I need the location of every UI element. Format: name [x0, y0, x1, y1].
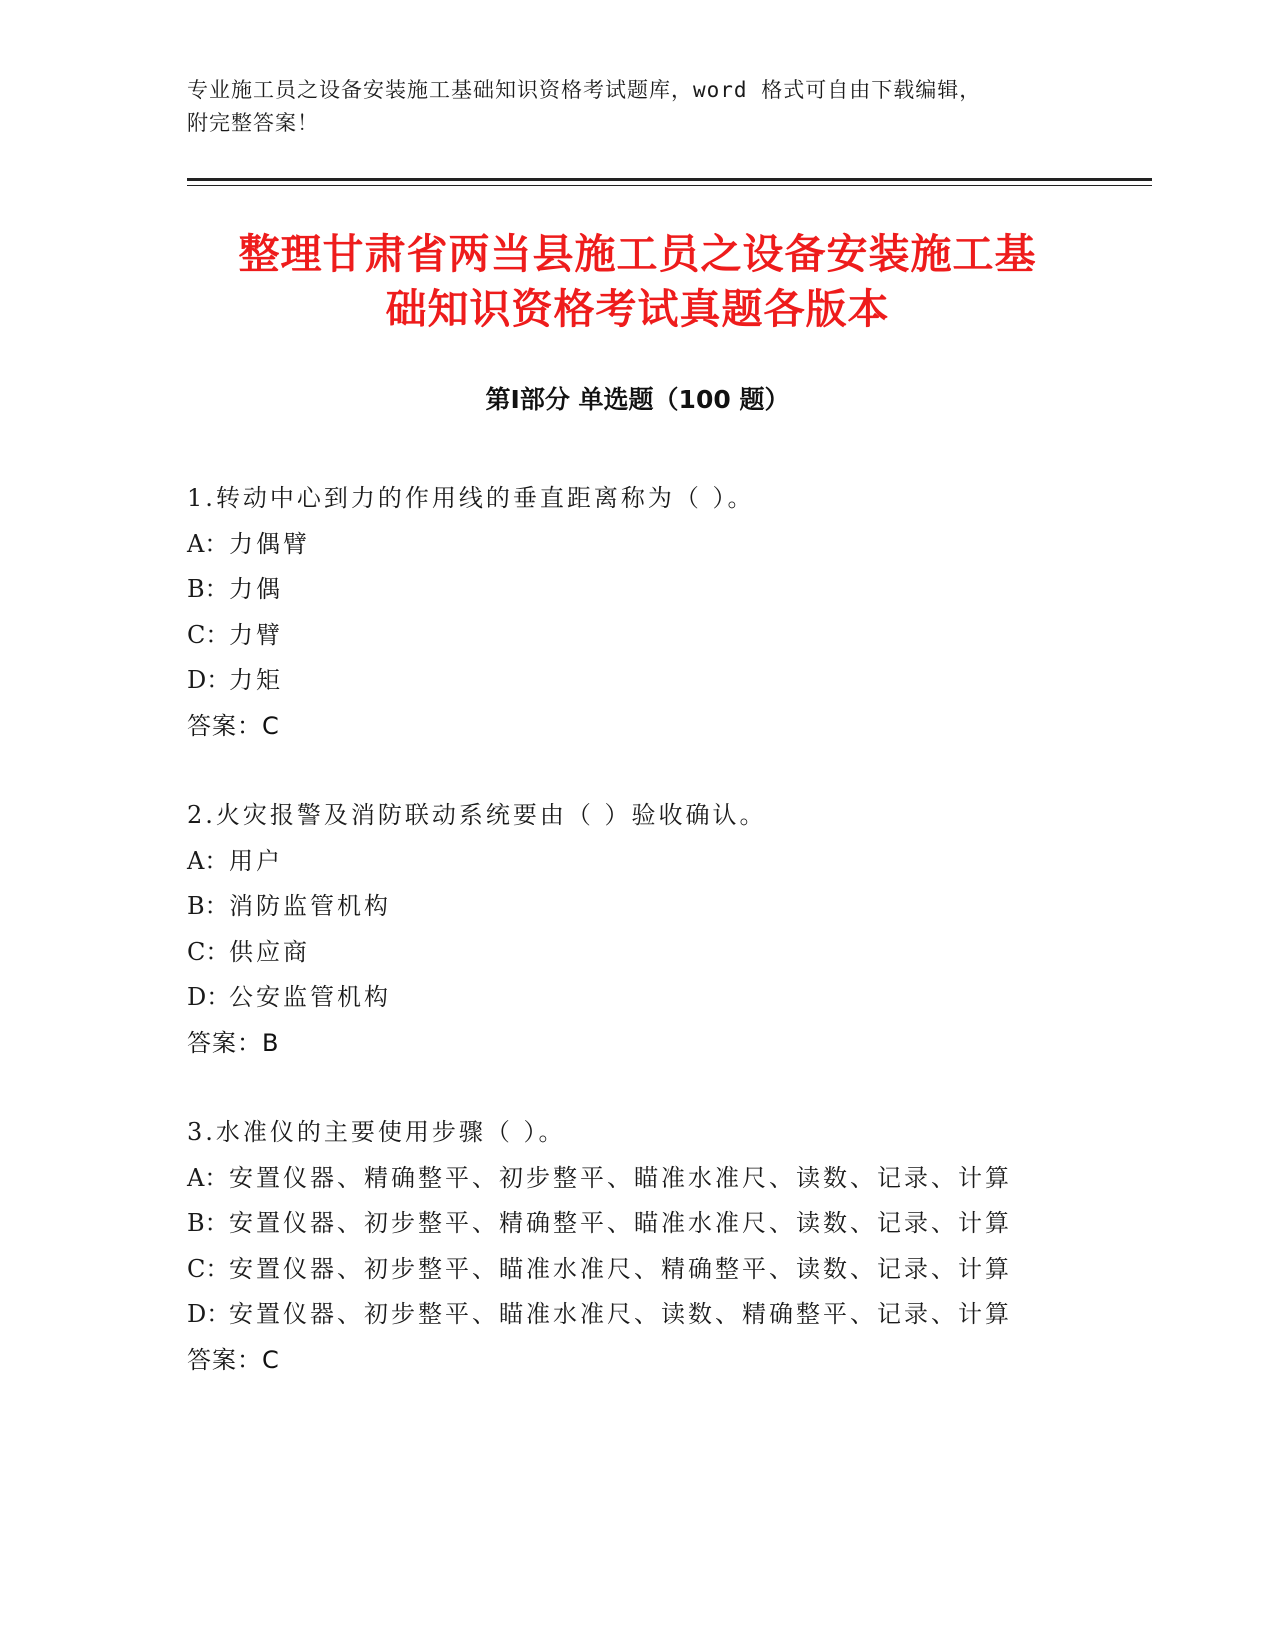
question-3: [187, 1110, 1147, 1383]
option-text: 消防监管机构: [229, 892, 391, 920]
document-title: [150, 227, 1125, 337]
option-text: 安置仪器、初步整平、瞄准水准尺、读数、精确整平、记录、计算: [229, 1300, 1012, 1328]
option-letter: D：: [187, 666, 231, 694]
option-letter: A：: [187, 529, 229, 558]
header-note-line-1: 专业施工员之设备安装施工基础知识资格考试题库，word 格式可自由下载编辑，: [187, 78, 982, 102]
option-letter: B：: [187, 575, 229, 603]
option-text: 供应商: [229, 937, 310, 966]
option-b: [187, 884, 1147, 930]
option-text: 安置仪器、精确整平、初步整平、瞄准水准尺、读数、记录、计算: [229, 1163, 1012, 1192]
option-letter: C：: [187, 620, 230, 649]
option-letter: D：: [187, 1300, 231, 1328]
answer-line: 答案：B: [187, 1028, 280, 1057]
question-2: [187, 793, 1147, 1066]
option-letter: A：: [187, 1163, 229, 1192]
option-d: [187, 975, 1147, 1021]
option-text: 力偶臂: [229, 529, 310, 558]
header-note: [187, 74, 1087, 140]
option-letter: A：: [187, 846, 229, 875]
option-c: [187, 1247, 1147, 1293]
option-c: [187, 613, 1147, 659]
header-divider-thin: [187, 185, 1152, 186]
option-text: 力臂: [229, 620, 283, 649]
section-heading: 第Ⅰ部分 单选题（100 题）: [485, 385, 790, 414]
option-d: [187, 1292, 1147, 1338]
option-a: [187, 522, 1147, 568]
header-divider-thick: [187, 178, 1152, 181]
option-letter: D：: [187, 983, 231, 1011]
option-c: [187, 930, 1147, 976]
header-note-line-2: 附完整答案！: [187, 111, 319, 135]
answer-line: 答案：C: [187, 1345, 280, 1374]
answer-line: 答案：C: [187, 711, 280, 740]
question-stem: 3.水准仪的主要使用步骤（ ）。: [187, 1118, 566, 1146]
option-a: [187, 1156, 1147, 1202]
option-text: 力偶: [229, 575, 283, 603]
question-list: [187, 476, 1147, 1427]
option-letter: C：: [187, 937, 230, 966]
option-b: [187, 1201, 1147, 1247]
option-text: 力矩: [229, 666, 283, 694]
question-stem: 1.转动中心到力的作用线的垂直距离称为（ ）。: [187, 484, 755, 512]
question-stem: 2.火灾报警及消防联动系统要由（ ）验收确认。: [187, 801, 767, 829]
option-text: 用户: [229, 846, 283, 875]
document-title-line-1: 整理甘肃省两当县施工员之设备安装施工基: [238, 230, 1037, 278]
option-d: [187, 658, 1147, 704]
option-b: [187, 567, 1147, 613]
option-letter: B：: [187, 1209, 229, 1237]
option-text: 公安监管机构: [229, 983, 391, 1011]
option-text: 安置仪器、初步整平、精确整平、瞄准水准尺、读数、记录、计算: [229, 1209, 1012, 1237]
document-title-line-2: 础知识资格考试真题各版本: [385, 285, 890, 333]
option-a: [187, 839, 1147, 885]
option-text: 安置仪器、初步整平、瞄准水准尺、精确整平、读数、记录、计算: [229, 1254, 1012, 1283]
question-1: [187, 476, 1147, 749]
option-letter: C：: [187, 1254, 230, 1283]
option-letter: B：: [187, 892, 229, 920]
